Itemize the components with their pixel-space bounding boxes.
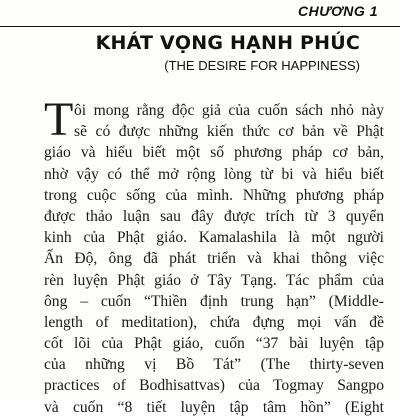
drop-cap: T	[44, 93, 74, 146]
text-line: length of meditation), chứa đựng mọi vấn đề	[44, 313, 384, 331]
text-line: trong cuộc sống của mình. Những phương pháp	[44, 186, 384, 204]
text-line: nhờ vậy có thể mở rộng lòng từ bi và hiểu biết	[44, 165, 384, 183]
text-line: Ấn Độ, ông đã phát triển và khai thông việc	[44, 250, 384, 268]
text-line: cốt lõi của Phật giáo, cuốn “37 bài luyện tập	[44, 335, 384, 353]
text-line: rèn luyện Phật giáo ở Tây Tạng. Tác phẩm của	[44, 271, 384, 289]
chapter-header-bar	[0, 0, 400, 27]
chapter-subtitle: (THE DESIRE FOR HAPPINESS)	[164, 58, 360, 73]
text-line: giáo và hiểu biết một số phương pháp cơ bản,	[44, 144, 384, 162]
text-line: practices of Bodhisattvas) của Togmay Sangpo	[44, 377, 384, 395]
text-line: được thảo luận sau đây được trích từ 3 quyển	[44, 207, 384, 225]
text-line: và cuốn “8 tiết luyện tập tâm hồn” (Eight	[44, 398, 384, 416]
text-line: ôi mong rằng độc giả của cuốn sách nhỏ này	[74, 102, 384, 119]
text-line: của những vị Bồ Tát” (The thirty-seven	[44, 356, 384, 374]
text-line: ông – cuốn “Thiền định trung hạn” (Middle-	[44, 292, 384, 310]
chapter-title: KHÁT VỌNG HẠNH PHÚC	[95, 32, 360, 54]
text-line: sẽ có được những kiến thức cơ bản về Phật	[74, 123, 384, 141]
chapter-number: CHƯƠNG 1	[298, 3, 378, 19]
body-paragraph	[44, 100, 384, 418]
text-line: kinh của Phật giáo. Kamalashila là một người	[44, 229, 384, 247]
